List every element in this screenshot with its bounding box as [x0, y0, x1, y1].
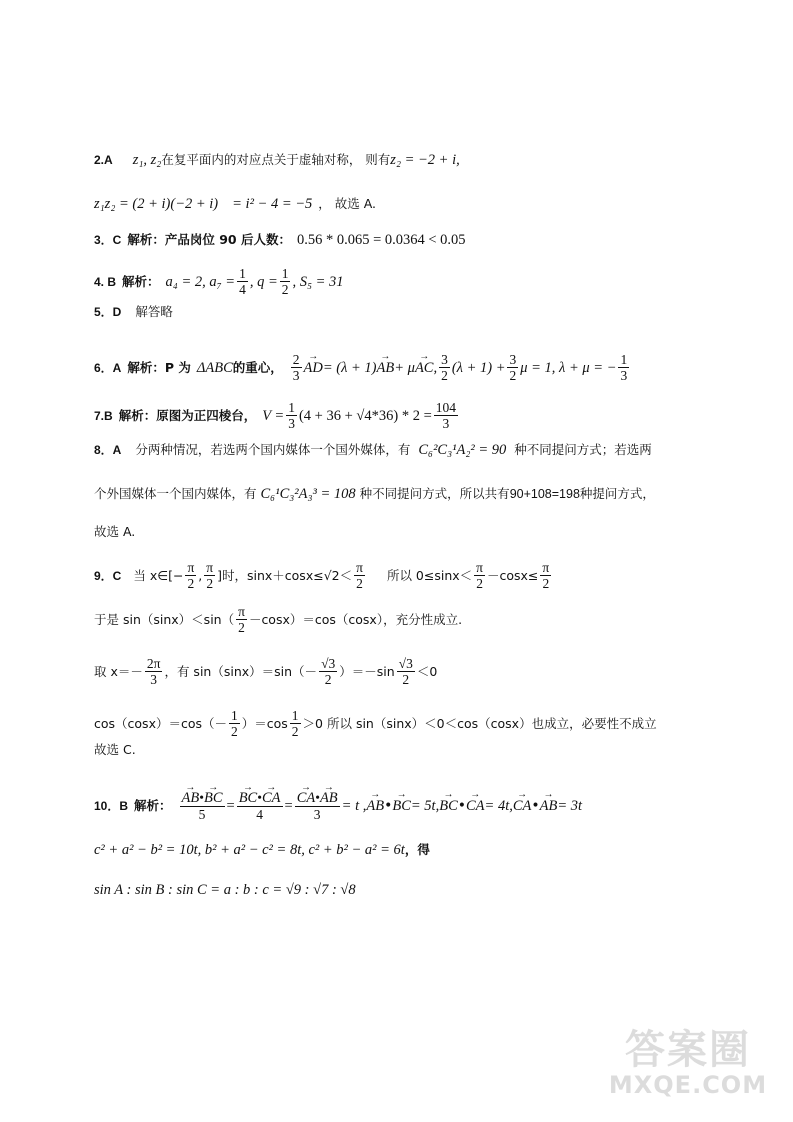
q7-frac-1-den: 3: [288, 416, 295, 431]
q6-frac-3: [507, 352, 518, 383]
q6-number: 6．A: [94, 360, 122, 375]
q6-vector-ac: → AC: [415, 358, 434, 378]
q6-math-4: (λ + 1) +: [451, 359, 506, 376]
q9-frac-11-num: 1: [291, 708, 299, 723]
q9-frac-6-den: 2: [238, 620, 245, 635]
q9-frac-4-den: 2: [476, 576, 483, 591]
q10-frac-1-den: 5: [198, 807, 206, 822]
q10-line-2: [94, 840, 723, 860]
q2-conclusion: ， 故选 A.: [318, 196, 377, 211]
q7-math-1: V =: [262, 407, 285, 424]
q9-frac-8-den: 2: [324, 672, 332, 687]
q6-frac-4: [618, 352, 629, 383]
q2-z-symbols: z₁, z₂: [132, 152, 162, 168]
q10-frac-1: [180, 790, 225, 822]
q6-math-3: ,: [433, 359, 438, 376]
q9-text-3a: 取 x＝－: [94, 663, 143, 679]
q9-text-1d: 所以 0≤sinx＜: [386, 567, 473, 583]
q6-frac-3-num: 3: [509, 352, 517, 367]
q9-frac-10: [229, 708, 240, 739]
q9-frac-10-den: 2: [231, 724, 238, 739]
q6-frac-2-den: 2: [441, 368, 448, 383]
q9-frac-9: [397, 656, 415, 687]
q9-frac-1: [185, 560, 196, 591]
q6-triangle: ΔABC: [196, 359, 233, 376]
q6-math-1: = (λ + 1): [322, 359, 377, 376]
q9-frac-11-den: 2: [291, 724, 299, 739]
q9-line-1: [94, 560, 723, 591]
q8-line-1: [94, 440, 723, 460]
q10-line-1: [94, 790, 723, 822]
q8-math-1: C₆²C₃¹A₂² = 90: [418, 442, 507, 458]
q9-frac-2-num: π: [206, 560, 214, 575]
q4-line: [94, 266, 723, 297]
q6-math-2: + μ: [394, 359, 415, 376]
q8-number: 8．A: [94, 443, 122, 457]
q6-frac-2-num: 3: [441, 352, 448, 367]
q2-product-result: = i² − 4 = −5: [232, 196, 313, 212]
q6-label-2: 的重心，: [232, 359, 283, 375]
q7-label: 解析：原图为正四棱台，: [118, 407, 257, 423]
q8-text-4: 种不同提问方式，所以共有: [359, 486, 510, 501]
q6-math-5: μ = 1, λ + μ = −: [520, 359, 617, 376]
q10-dot-2: •: [257, 790, 262, 805]
q10-vec-ca-3: → CA: [297, 791, 316, 806]
q9-text-4b: ）＝cos: [241, 715, 288, 731]
q10-number: 10．B: [94, 799, 129, 813]
q10-vec-bc-1: → BC: [204, 791, 223, 806]
q10-frac-2-den: 4: [256, 807, 263, 822]
q9-frac-9-num: √3: [398, 656, 413, 671]
q9-frac-6-num: π: [238, 604, 245, 619]
q9-text-4c: ＞0 所以 sin（sinx）＜0＜cos（cosx）也成立，必要性不成立: [302, 715, 657, 731]
q7-line: [94, 400, 723, 431]
q2-product: z₁z₂ = (2 + i)(−2 + i): [94, 196, 219, 212]
q9-conclusion: 故选 C.: [94, 742, 136, 757]
q9-frac-7-num: 2π: [146, 656, 161, 671]
q9-line-2: [94, 604, 723, 635]
q2-line-2: [94, 194, 723, 214]
q4-math-1: a₄ = 2, a₇ =: [165, 273, 236, 290]
q9-frac-4: [474, 560, 485, 591]
q9-text-3c: ）＝－sin: [339, 663, 395, 679]
q6-vector-ab: → AB: [377, 358, 395, 378]
q10-frac-3: [295, 790, 340, 822]
q2-eq-1: z₂ = −2 + i,: [390, 152, 460, 168]
q2-number: 2.A: [94, 153, 113, 167]
q10-line-3: [94, 880, 723, 900]
q10-frac-2-num: [237, 790, 283, 807]
q7-frac-2-den: 3: [442, 416, 450, 431]
q2-line-1: [94, 150, 723, 170]
q10-dot-6: •: [531, 798, 540, 814]
q10-dot-5: •: [457, 798, 467, 814]
q7-frac-1-num: 1: [288, 400, 295, 415]
q10-eq-2: =: [284, 798, 293, 814]
q10-math-3: sin A : sin B : sin C = a : b : c = √9 : √7 : √8: [94, 882, 356, 898]
watermark-top: 答案圈: [625, 1027, 751, 1073]
q9-frac-9-den: 2: [402, 672, 410, 687]
q9-line-5: [94, 740, 723, 760]
q10-frac-2: [237, 790, 283, 822]
q2-text-1: 在复平面内的对应点关于虚轴对称， 则有: [161, 152, 391, 167]
q7-frac-2-num: 104: [435, 400, 456, 415]
q10-vec-bc-5: → BC: [439, 796, 458, 816]
q9-text-1c: ]时，sinx＋cosx≤√2＜: [217, 567, 353, 583]
q9-text-3d: ＜0: [416, 663, 438, 679]
q10-vec-ca-2: → CA: [262, 791, 281, 806]
q9-frac-8: [319, 656, 337, 687]
q9-frac-3-num: π: [356, 560, 363, 575]
q10-tail-2: = 5t,: [410, 798, 440, 814]
q9-line-4: [94, 708, 723, 739]
q10-vec-bc-4: → BC: [392, 796, 411, 816]
q7-frac-1: [286, 400, 297, 431]
q7-number: 7.B: [94, 408, 113, 423]
q10-math-2: c² + a² − b² = 10t, b² + a² − c² = 8t, c² + b² − a² = 6t: [94, 842, 405, 858]
q3-line: [94, 230, 723, 250]
q9-line-3: [94, 656, 723, 687]
q9-text-4a: cos（cosx）＝cos（－: [94, 715, 227, 731]
q4-frac-2: [280, 266, 291, 297]
q10-tail-1: = t ,: [341, 798, 367, 814]
q9-number: 9．C: [94, 568, 122, 583]
q6-label: 解析：P 为: [127, 359, 191, 375]
q9-text-2b: －cosx）＝cos（cosx），充分性成立.: [248, 611, 463, 627]
q4-frac-2-den: 2: [281, 282, 289, 297]
q9-frac-5-num: π: [542, 560, 550, 575]
q8-sum: 90+108=198: [509, 487, 580, 501]
q9-frac-1-num: π: [187, 560, 195, 575]
q10-eq-1: =: [226, 798, 235, 814]
q9-frac-6: [236, 604, 247, 635]
q8-line-2: [94, 484, 723, 504]
q9-frac-1-den: 2: [187, 576, 195, 591]
q8-line-3: [94, 522, 723, 542]
q6-frac-1-num: 2: [292, 352, 300, 367]
q9-text-3b: ，有 sin（sinx）＝sin（－: [164, 663, 318, 679]
q10-frac-3-den: 3: [313, 807, 321, 822]
q4-label: 解析：: [122, 273, 160, 289]
q9-frac-3-den: 2: [356, 576, 363, 591]
q4-frac-1-den: 4: [239, 282, 246, 297]
q6-frac-1: [291, 352, 302, 383]
q5-text: 解答略: [135, 304, 173, 319]
watermark-logo: [603, 1028, 773, 1108]
q6-frac-4-den: 3: [620, 368, 628, 383]
q10-vec-ab-1: → AB: [182, 791, 200, 806]
q10-vec-ab-3: → AB: [320, 791, 338, 806]
q9-frac-10-num: 1: [231, 708, 238, 723]
q9-frac-4-num: π: [476, 560, 483, 575]
q4-frac-1: [237, 266, 248, 297]
q8-text-3: 个外国媒体一个国内媒体，有: [94, 486, 257, 501]
q8-text-5: 种提问方式，: [579, 486, 655, 501]
q8-conclusion: 故选 A.: [94, 524, 136, 539]
q10-label: 解析：: [134, 798, 172, 813]
q10-vec-ab-6: → AB: [540, 796, 558, 816]
q6-line: [94, 352, 723, 383]
q9-frac-2: [204, 560, 215, 591]
q5-line: [94, 302, 723, 322]
q4-frac-1-num: 1: [239, 266, 246, 281]
q3-math: 0.56 * 0.065 = 0.0364 < 0.05: [296, 232, 466, 248]
q8-math-2: C₆¹C₃²A₃³ = 108: [260, 486, 356, 502]
q4-frac-2-num: 1: [281, 266, 289, 281]
q9-text-1e: －cosx≤: [487, 567, 539, 583]
watermark-bottom: MXQE.COM: [608, 1071, 768, 1099]
q4-math-2: , q =: [249, 273, 278, 290]
q6-frac-4-num: 1: [620, 352, 628, 367]
q9-text-1a: 当 x∈[−: [133, 567, 184, 583]
q9-frac-5: [540, 560, 551, 591]
q9-frac-11: [290, 708, 301, 739]
q10-dot-4: •: [384, 798, 393, 814]
q10-tail-3: = 4t,: [484, 798, 513, 814]
q3-label: 解析：产品岗位 90 后人数：: [127, 232, 291, 247]
q6-frac-1-den: 3: [292, 368, 300, 383]
q10-vec-ab-4: → AB: [366, 796, 384, 816]
q7-frac-2: [434, 400, 458, 431]
q10-vec-bc-2: → BC: [239, 791, 258, 806]
q9-frac-3: [354, 560, 365, 591]
q9-text-1b: ,: [198, 567, 203, 583]
q7-math-2: (4 + 36 + √4*36) * 2 =: [298, 407, 432, 424]
q9-frac-7-den: 3: [150, 672, 158, 687]
q6-frac-2: [439, 352, 450, 383]
q10-vec-ca-6: → CA: [513, 796, 532, 816]
q9-frac-2-den: 2: [206, 576, 214, 591]
q10-dot-3: •: [315, 790, 320, 805]
q3-number: 3．C: [94, 233, 122, 247]
q10-dot-1: •: [199, 790, 204, 805]
q6-frac-3-den: 2: [509, 368, 517, 383]
q4-math-3: , S₅ = 31: [292, 273, 344, 290]
q4-number: 4. B: [94, 274, 117, 289]
q10-frac-1-num: [180, 790, 225, 807]
q6-vector-ad: → AD: [304, 358, 323, 378]
q8-text-1: 分两种情况，若选两个国内媒体一个国外媒体，有: [135, 442, 411, 457]
q10-tail-4: = 3t: [557, 798, 583, 814]
q8-text-2: 种不同提问方式；若选两: [514, 442, 652, 457]
q9-frac-5-den: 2: [542, 576, 550, 591]
q9-frac-8-num: √3: [321, 656, 336, 671]
q9-frac-7: [145, 656, 163, 687]
q5-number: 5．D: [94, 305, 122, 319]
q10-text-2: ，得: [404, 842, 430, 857]
q10-vec-ca-5: → CA: [466, 796, 485, 816]
q9-text-2a: 于是 sin（sinx）＜sin（: [94, 611, 235, 627]
q10-frac-3-num: [295, 790, 340, 807]
